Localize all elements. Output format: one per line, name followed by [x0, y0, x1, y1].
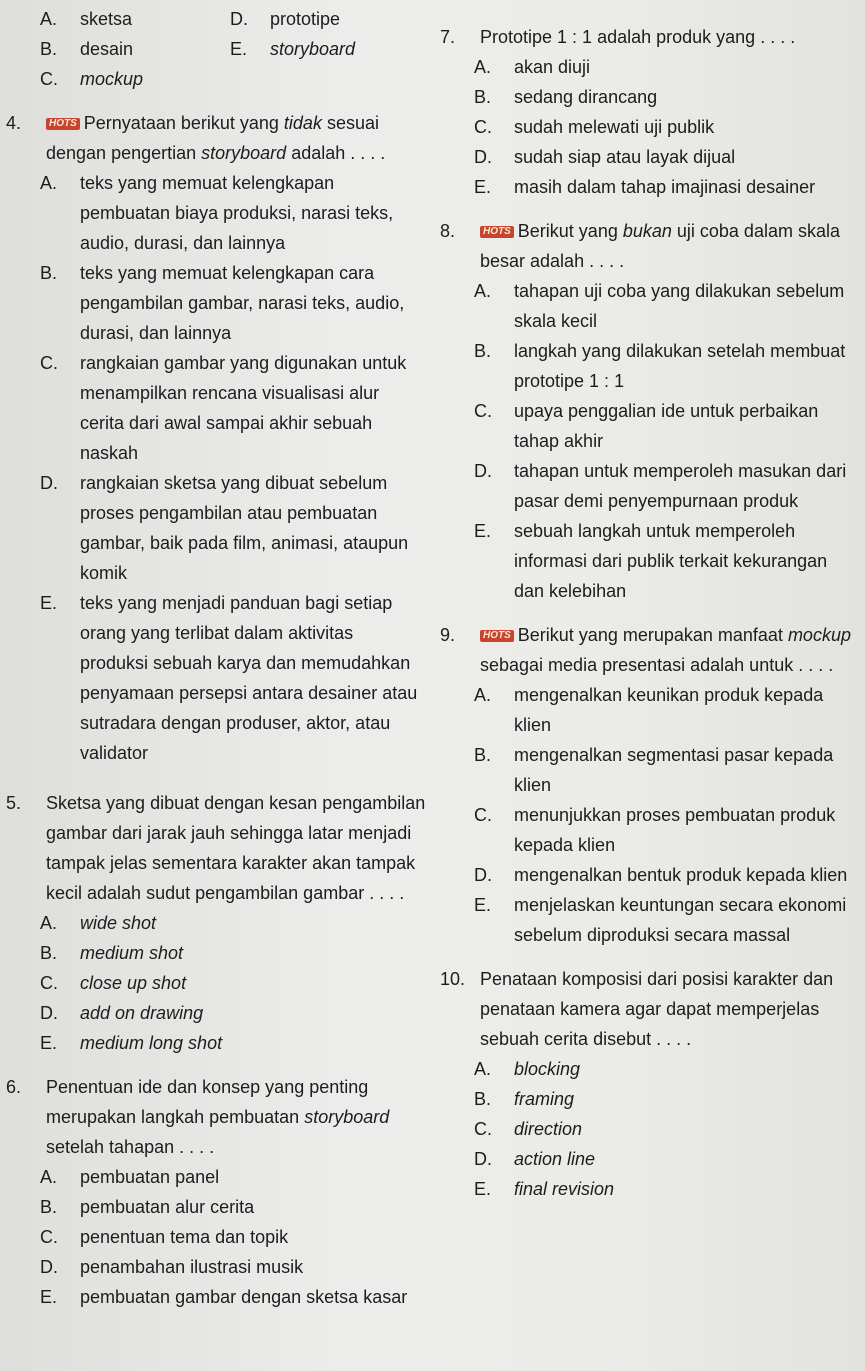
option-item[interactable]: B. pembuatan alur cerita [40, 1197, 255, 1217]
option-item[interactable]: D. sudah siap atau layak dijual [474, 147, 736, 167]
question-text: HOTS Pernyataan berikut yang tidak sesuai dengan pengertian storyboard adalah . . . . [46, 113, 386, 163]
question-number: 5. [6, 793, 22, 813]
option-item[interactable]: B. desain [40, 39, 134, 59]
question-number: 7. [440, 27, 456, 47]
option-item[interactable]: D. mengenalkan bentuk produk kepada klien [474, 865, 848, 885]
question-7 [440, 22, 860, 52]
option-item[interactable]: B. mengenalkan segmentasi pasar kepada klien [474, 745, 834, 795]
question-4-options [40, 168, 426, 768]
option-item[interactable]: A. sketsa [40, 9, 133, 29]
option-item[interactable]: E. teks yang menjadi panduan bagi setiap orang yang terlibat dalam aktivitas produksi sebuah karya dan memudahkan penyamaan persepsi antara desainer atau sutradara dengan produser, aktor, atau validator [40, 593, 418, 763]
option-item[interactable]: B. medium shot [40, 943, 184, 963]
option-item[interactable]: E. masih dalam tahap imajinasi desainer [474, 177, 816, 197]
question-text: Penentuan ide dan konsep yang penting merupakan langkah pembuatan storyboard setelah tahapan . . . . [46, 1077, 390, 1157]
option-item[interactable]: C. rangkaian gambar yang digunakan untuk menampilkan rencana visualisasi alur cerita dari awal sampai akhir sebuah naskah [40, 353, 407, 463]
option-item[interactable]: E. final revision [474, 1179, 615, 1199]
option-item[interactable]: A. teks yang memuat kelengkapan pembuatan biaya produksi, narasi teks, audio, durasi, dan lainnya [40, 173, 394, 253]
question-number: 4. [6, 113, 22, 133]
question-6 [6, 1072, 426, 1162]
option-item[interactable]: C. mockup [40, 69, 144, 89]
question-5-options [40, 908, 426, 1058]
question-8 [440, 216, 860, 276]
option-item[interactable]: B. langkah yang dilakukan setelah membuat prototipe 1 : 1 [474, 341, 846, 391]
option-item[interactable]: A. mengenalkan keunikan produk kepada klien [474, 685, 824, 735]
left-column [6, 4, 426, 1312]
question-text: Sketsa yang dibuat dengan kesan pengambilan gambar dari jarak jauh sehingga latar menjadi tampak jelas sementara karakter akan tampak kecil adalah sudut pengambilan gambar . . . . [46, 793, 426, 903]
hots-badge: HOTS [46, 118, 80, 130]
prev-question-options [40, 4, 426, 94]
option-item[interactable]: A. akan diuji [474, 57, 591, 77]
hots-badge: HOTS [480, 226, 514, 238]
option-item[interactable]: D. tahapan untuk memperoleh masukan dari pasar demi penyempurnaan produk [474, 461, 847, 511]
right-column [440, 22, 860, 1204]
question-text: HOTS Berikut yang merupakan manfaat mockup sebagai media presentasi adalah untuk . . . . [480, 625, 851, 675]
question-text: Prototipe 1 : 1 adalah produk yang . . . . [480, 27, 796, 47]
option-item[interactable]: D. add on drawing [40, 1003, 204, 1023]
question-9-options [474, 680, 860, 950]
option-item[interactable]: C. close up shot [40, 973, 187, 993]
question-6-options [40, 1162, 426, 1312]
question-5 [6, 788, 426, 908]
option-item[interactable]: D. prototipe [230, 9, 341, 29]
option-item[interactable]: E. storyboard [230, 39, 356, 59]
question-number: 9. [440, 625, 456, 645]
option-item[interactable]: D. penambahan ilustrasi musik [40, 1257, 304, 1277]
question-8-options [474, 276, 860, 606]
option-item[interactable]: E. medium long shot [40, 1033, 223, 1053]
option-item[interactable]: A. wide shot [40, 913, 157, 933]
option-item[interactable]: E. sebuah langkah untuk memperoleh informasi dari publik terkait kekurangan dan kelebihan [474, 521, 828, 601]
question-10-options [474, 1054, 860, 1204]
option-item[interactable]: C. direction [474, 1119, 583, 1139]
question-number: 8. [440, 221, 456, 241]
option-item[interactable]: D. action line [474, 1149, 596, 1169]
question-number: 6. [6, 1077, 22, 1097]
option-item[interactable]: A. tahapan uji coba yang dilakukan sebelum skala kecil [474, 281, 845, 331]
option-item[interactable]: D. rangkaian sketsa yang dibuat sebelum proses pengambilan atau pembuatan gambar, baik pada film, animasi, ataupun komik [40, 473, 409, 583]
question-4 [6, 108, 426, 168]
question-text: Penataan komposisi dari posisi karakter dan penataan kamera agar dapat memperjelas sebuah cerita disebut . . . . [480, 969, 834, 1049]
option-item[interactable]: A. blocking [474, 1059, 581, 1079]
option-item[interactable]: C. menunjukkan proses pembuatan produk kepada klien [474, 805, 836, 855]
question-7-options [474, 52, 860, 202]
option-item[interactable]: B. sedang dirancang [474, 87, 658, 107]
option-item[interactable]: B. framing [474, 1089, 575, 1109]
question-text: HOTS Berikut yang bukan uji coba dalam skala besar adalah . . . . [480, 221, 840, 271]
hots-badge: HOTS [480, 630, 514, 642]
option-item[interactable]: A. pembuatan panel [40, 1167, 220, 1187]
option-item[interactable]: C. sudah melewati uji publik [474, 117, 715, 137]
question-9 [440, 620, 860, 680]
option-item[interactable]: C. upaya penggalian ide untuk perbaikan tahap akhir [474, 401, 819, 451]
option-item[interactable]: C. penentuan tema dan topik [40, 1227, 289, 1247]
option-item[interactable]: E. menjelaskan keuntungan secara ekonomi sebelum diproduksi secara massal [474, 895, 847, 945]
question-number: 10. [440, 969, 466, 989]
option-item[interactable]: B. teks yang memuat kelengkapan cara pengambilan gambar, narasi teks, audio, durasi, dan lainnya [40, 263, 405, 343]
question-10 [440, 964, 860, 1054]
option-item[interactable]: E. pembuatan gambar dengan sketsa kasar [40, 1287, 408, 1307]
